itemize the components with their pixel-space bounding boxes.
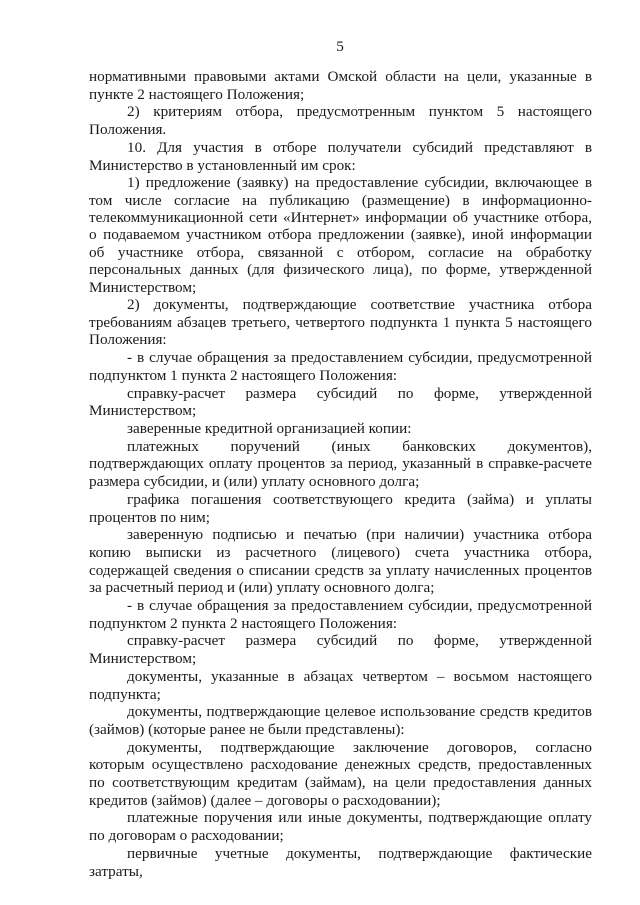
document-body: [89, 68, 592, 880]
paragraph: платежных поручений (иных банковских документов), подтверждающих оплату процентов за период, указанный в справке-расчете размера субсидии, и (или) уплату основного долга;: [89, 437, 592, 491]
paragraph: справку-расчет размера субсидий по форме, утвержденной Министерством;: [89, 384, 592, 420]
paragraph: 10. Для участия в отборе получатели субсидий представляют в Министерство в установленный им срок:: [89, 138, 592, 174]
paragraph: 2) критериям отбора, предусмотренным пунктом 5 настоящего Положения.: [89, 103, 592, 139]
paragraph: 1) предложение (заявку) на предоставление субсидии, включающее в том числе согласие на публикацию (размещение) в информационно-телекоммуникационной сети «Интернет» информации об участнике отбора, о подаваемом участником отбора предложении (заявке), иной информации об участнике отбора, связанной с отбором, согласие на обработку персональных данных (для физического лица), по форме, утвержденной Министерством;: [89, 174, 592, 296]
paragraph: нормативными правовыми актами Омской области на цели, указанные в пункте 2 настоящего Положения;: [89, 68, 592, 103]
paragraph: первичные учетные документы, подтверждающие фактические затраты,: [89, 844, 592, 880]
paragraph: документы, указанные в абзацах четвертом – восьмом настоящего подпункта;: [89, 667, 592, 703]
paragraph: документы, подтверждающие заключение договоров, согласно которым осуществлено расходование денежных средств, предоставленных по соответствующим кредитам (займам), на цели предоставления данных кредитов (займов) (далее – договоры о расходовании);: [89, 738, 592, 809]
paragraph: справку-расчет размера субсидий по форме, утвержденной Министерством;: [89, 632, 592, 668]
paragraph: 2) документы, подтверждающие соответствие участника отбора требованиям абзацев третьего, четвертого подпункта 1 пункта 5 настоящего Положения:: [89, 296, 592, 349]
paragraph: заверенные кредитной организацией копии:: [127, 419, 412, 437]
paragraph: документы, подтверждающие целевое использование средств кредитов (займов) (которые ранее не были представлены):: [89, 703, 592, 738]
paragraph: - в случае обращения за предоставлением субсидии, предусмотренной подпунктом 1 пункта 2 настоящего Положения:: [89, 349, 592, 384]
paragraph: заверенную подписью и печатью (при наличии) участника отбора копию выписки из расчетного (лицевого) счета участника отбора, содержащей сведения о списании средств за уплату начисленных процентов за расчетный период и (или) уплату основного долга;: [89, 526, 592, 597]
page-number: 5: [336, 38, 344, 55]
paragraph: графика погашения соответствующего кредита (займа) и уплаты процентов по ним;: [89, 490, 592, 526]
paragraph: - в случае обращения за предоставлением субсидии, предусмотренной подпунктом 2 пункта 2 настоящего Положения:: [89, 597, 592, 632]
paragraph: платежные поручения или иные документы, подтверждающие оплату по договорам о расходовании;: [89, 809, 592, 845]
